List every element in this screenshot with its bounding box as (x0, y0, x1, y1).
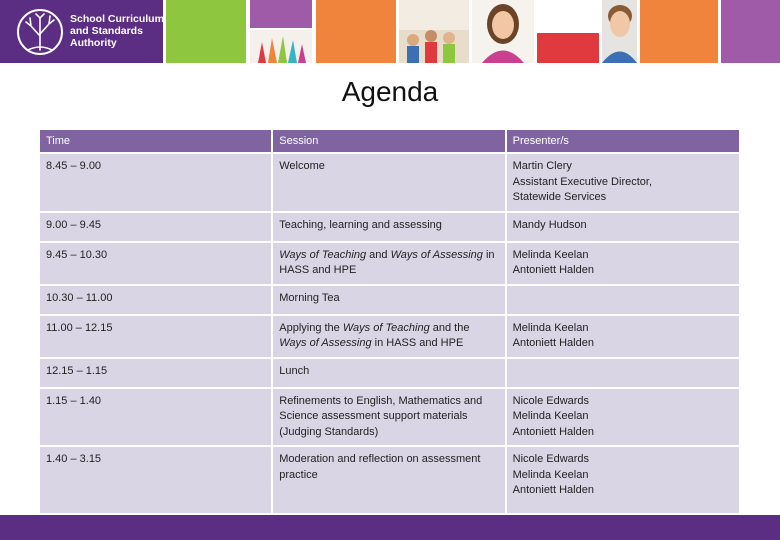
cell-time: 9.45 – 10.30 (40, 243, 271, 284)
presenter-line: Nicole Edwards (512, 394, 590, 407)
logo-block (0, 0, 163, 63)
presenter-line: Antoniett Halden (512, 425, 594, 438)
cell-time: 1.15 – 1.40 (40, 389, 271, 446)
orange-block-2 (640, 0, 718, 63)
header-banner (0, 0, 780, 63)
cell-presenters (507, 316, 739, 357)
header-presenters: Presenter/s (507, 130, 739, 152)
session-text: and the (429, 321, 470, 334)
presenter-line: Statewide Services (512, 191, 607, 203)
session-text: Applying the (279, 321, 343, 334)
logo-text (70, 13, 164, 49)
presenter-line: Antoniett Halden (512, 484, 594, 496)
logo-line-2: and Standards (70, 25, 143, 37)
table-row (40, 154, 739, 211)
cell-time: 12.15 – 1.15 (40, 359, 271, 387)
table-row (40, 286, 739, 314)
children-photo (399, 0, 469, 63)
page-title: Agenda (341, 76, 439, 107)
header-session: Session (273, 130, 504, 152)
tree-logo-icon (16, 8, 64, 56)
table-row (40, 316, 739, 357)
cell-session (273, 243, 504, 284)
boy-photo (602, 0, 637, 63)
table-row (40, 389, 739, 446)
red-block (537, 0, 599, 30)
header-time: Time (40, 130, 271, 152)
session-italic-text: Ways of Assessing (279, 337, 372, 349)
cell-presenters (507, 359, 739, 387)
logo-line-1: School Curriculum (70, 13, 164, 25)
cell-session (273, 389, 504, 446)
session-text: Lunch (279, 364, 310, 377)
cell-session (273, 286, 504, 314)
cell-session (273, 316, 504, 357)
cell-presenters (507, 447, 739, 513)
session-text: Morning Tea (279, 291, 340, 304)
teacher-photo (472, 0, 534, 63)
cell-presenters (507, 286, 739, 314)
presenter-line: Martin Clery (512, 160, 572, 172)
session-text: in HASS and HPE (279, 248, 495, 276)
session-text: Moderation and reflection on assessment practice (279, 453, 481, 481)
hands-photo (250, 30, 312, 63)
agenda-table (38, 128, 741, 515)
presenter-line: Assistant Executive Director, (512, 175, 653, 188)
cell-time: 10.30 – 11.00 (40, 286, 271, 314)
cell-session (273, 213, 504, 241)
table-header-row (40, 130, 739, 152)
presenter-line: Melinda Keelan (512, 248, 589, 261)
agenda-body (40, 154, 739, 513)
presenter-line: Antoniett Halden (512, 337, 594, 349)
red-block-lower (537, 33, 599, 63)
green-block (166, 0, 246, 63)
cell-session (273, 359, 504, 387)
presenter-line: Melinda Keelan (512, 321, 589, 334)
session-text: Refinements to English, Mathematics and Science assessment support materials (Judging Standards) (279, 394, 483, 438)
pink-block (250, 0, 312, 28)
presenter-line: Melinda Keelan (512, 410, 589, 422)
presenter-line: Nicole Edwards (512, 453, 590, 465)
cell-time: 8.45 – 9.00 (40, 154, 271, 211)
session-text: Welcome (279, 160, 325, 172)
session-italic-text: Ways of Teaching (342, 321, 430, 334)
purple-block-right (721, 0, 780, 63)
session-text: Teaching, learning and assessing (279, 218, 442, 231)
cell-time: 9.00 – 9.45 (40, 213, 271, 241)
table-row (40, 213, 739, 241)
table-row (40, 447, 739, 513)
logo-line-3: Authority (70, 37, 117, 49)
cell-presenters (507, 243, 739, 284)
presenter-line: Mandy Hudson (512, 218, 587, 231)
cell-time: 1.40 – 3.15 (40, 447, 271, 513)
orange-block (316, 0, 396, 63)
session-italic-text: Ways of Assessing (390, 248, 483, 261)
session-text: and (366, 248, 391, 261)
cell-presenters (507, 154, 739, 211)
cell-session (273, 447, 504, 513)
cell-presenters (507, 389, 739, 446)
table-row (40, 243, 739, 284)
session-text: in HASS and HPE (371, 337, 464, 349)
table-row (40, 359, 739, 387)
cell-time: 11.00 – 12.15 (40, 316, 271, 357)
session-italic-text: Ways of Teaching (279, 248, 367, 261)
footer-bar (0, 515, 780, 540)
presenter-line: Antoniett Halden (512, 264, 594, 276)
cell-session (273, 154, 504, 211)
cell-presenters (507, 213, 739, 241)
presenter-line: Melinda Keelan (512, 468, 589, 481)
